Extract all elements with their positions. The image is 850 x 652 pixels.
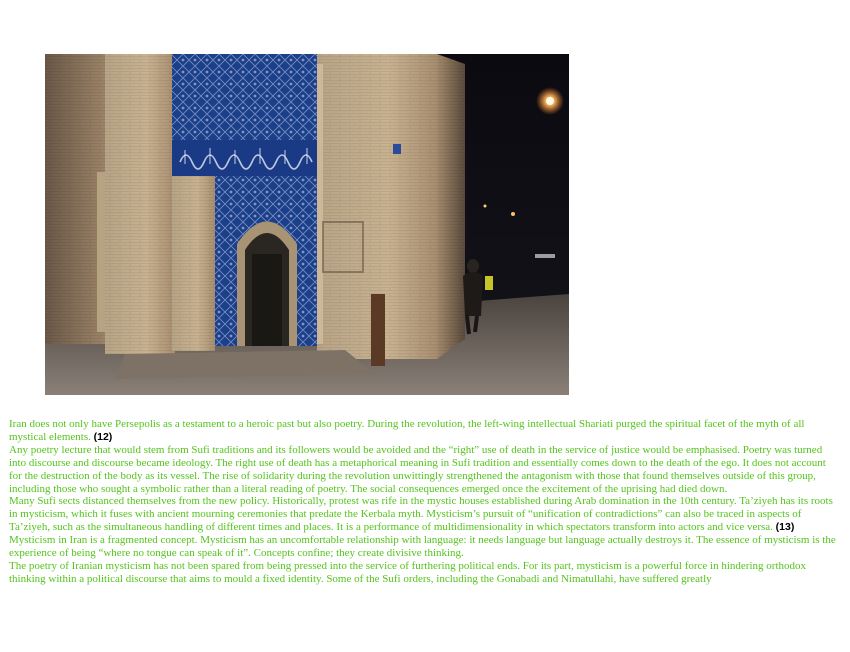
paragraph-text: Mysticism in Iran is a fragmented concept. Mysticism has an uncomfortable relationship with language: it needs language but language actually destroys it. The essence of mysticism is the experience of being “where no tongue can speak of it”. Concepts confine; they create divisive thinking.	[9, 534, 836, 560]
paragraph-2	[9, 444, 841, 496]
mausoleum-photo	[45, 54, 569, 395]
paragraph-text: The poetry of Iranian mysticism has not been spared from being pressed into the service of furthering political ends. For its part, mysticism is a powerful force in hindering orthodox thinking within a political discourse that aims to mould a fixed identity. Some of the Sufi orders, including the Gonabadi and Nimatullahi, have suffered greatly	[9, 559, 806, 585]
article-text	[9, 418, 841, 586]
paragraph-3	[9, 495, 841, 534]
footnote-ref-13: (13)	[775, 521, 795, 534]
paragraph-5	[9, 560, 841, 586]
paragraph-text: Iran does not only have Persepolis as a testament to a heroic past but also poetry. During the revolution, the left-wing intellectual Shariati purged the spiritual facet of the myth of all mystical elements.	[9, 418, 805, 443]
paragraph-text: Any poetry lecture that would stem from Sufi traditions and its followers would be avoided and the “right” use of death in the service of justice would be emphasised. Poetry was turned into discourse and discourse became ideology. The right use of death has a metaphorical meaning in Sufi tradition and essentially comes down to the death of the ego. It does not account for the destruction of the body as its vessel. The rise of solidarity during the revolution unwittingly strengthened the antagonism with those that found themselves outside of this group, including those who sought a symbolic rather than a literal reading of poetry. The social consequences emerged once the excitement of the uprising had died down.	[9, 443, 826, 495]
footnote-ref-12: (12)	[93, 430, 113, 443]
paragraph-text: Many Sufi sects distanced themselves from the new policy. Historically, protest was rife in the mystic houses established during Arab domination in the 10th century. Ta’ziyeh has its roots in mysticism, which it fuses with ancient mourning ceremonies that predate the Kerbala myth. Mysticism’s pursuit of “unification of contradictions” can also be traced in aspects of Ta’ziyeh, such as the simultaneous handling of different times and places. It is a performance of multidimensionality in which spectators transform into actors and vice versa.	[9, 495, 833, 534]
paragraph-4	[9, 534, 841, 560]
paragraph-1	[9, 418, 841, 444]
